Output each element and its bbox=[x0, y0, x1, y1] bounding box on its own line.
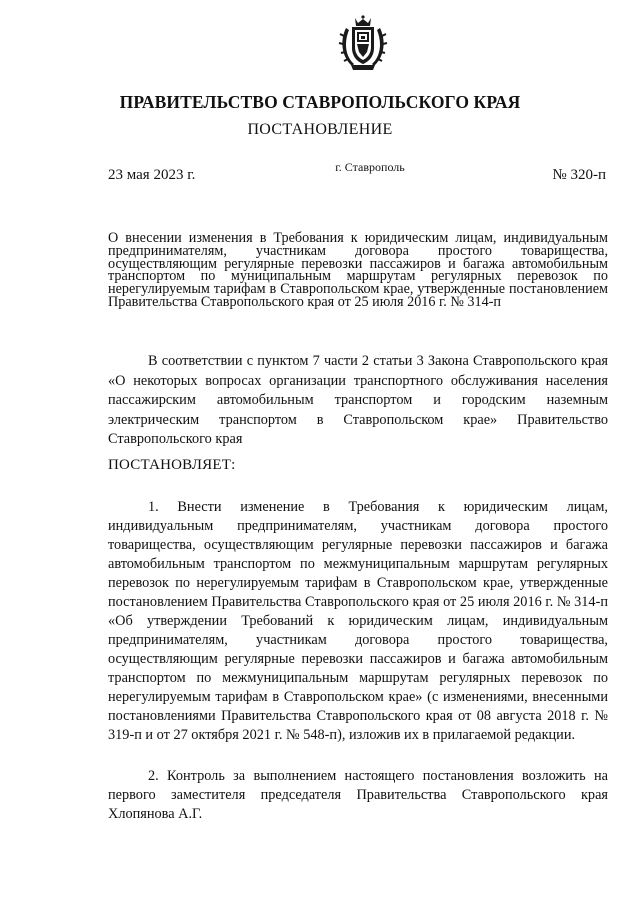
resolution-item-1: 1. Внести изменение в Требования к юридическим лицам, индивидуальным предпринимателям, участникам договора простого товарищества, осуществляющим регулярные перевозки пассажиров и багажа автомобильным транспортом по межмуниципальным маршрутам регулярных перевозок по нерегулируемым тарифам в Ставропольском крае, утвержденные постановлением Правительства Ставропольского края от 25 июля 2016 г. № 314-п «Об утверждении Требований к юридическим лицам, индивидуальным предпринимателям, участникам договора простого товарищества, осуществляющим регулярные перевозки пассажиров и багажа автомобильным транспортом по межмуниципальным маршрутам регулярных перевозок по нерегулируемым тарифам в Ставропольском крае» (с изменениями, внесенными постановлениями Правительства Ставропольского края от 08 августа 2018 г. № 319-п и от 27 октября 2021 г. № 548-п), изложив их в прилагаемой редакции. bbox=[108, 499, 608, 743]
document-city: г. Ставрополь bbox=[335, 160, 405, 174]
document-type: ПОСТАНОВЛЕНИЕ bbox=[247, 121, 393, 138]
resolves-heading: ПОСТАНОВЛЯЕТ: bbox=[108, 457, 236, 473]
coat-of-arms-icon bbox=[338, 14, 388, 72]
document-date: 23 мая 2023 г. bbox=[108, 167, 196, 183]
preamble-paragraph: В соответствии с пунктом 7 части 2 статьи 3 Закона Ставропольского края «О некоторых вопросах организации транспортного обслуживания населения пассажирским автомобильным транспортом и городским наземным электрическим транспортом в Ставропольском крае» Правительство Ставропольского края bbox=[108, 353, 608, 447]
organization-title: ПРАВИТЕЛЬСТВО СТАВРОПОЛЬСКОГО КРАЯ bbox=[119, 92, 521, 112]
document-subject: О внесении изменения в Требования к юридическим лицам, индивидуальным предпринимателям, участникам договора простого товарищества, осуществляющим регулярные перевозки пассажиров и багажа автомобильным транспортом по муниципальным маршрутам регулярных перевозок по нерегулируемым тарифам в Ставропольском крае, утвержденные постановлением Правительства Ставропольского края от 25 июля 2016 г. № 314-п bbox=[108, 230, 608, 310]
document-number: № 320-п bbox=[552, 167, 606, 183]
resolution-item-2: 2. Контроль за выполнением настоящего постановления возложить на первого заместителя председателя Правительства Ставропольского края Хлопянова А.Г. bbox=[108, 768, 608, 822]
